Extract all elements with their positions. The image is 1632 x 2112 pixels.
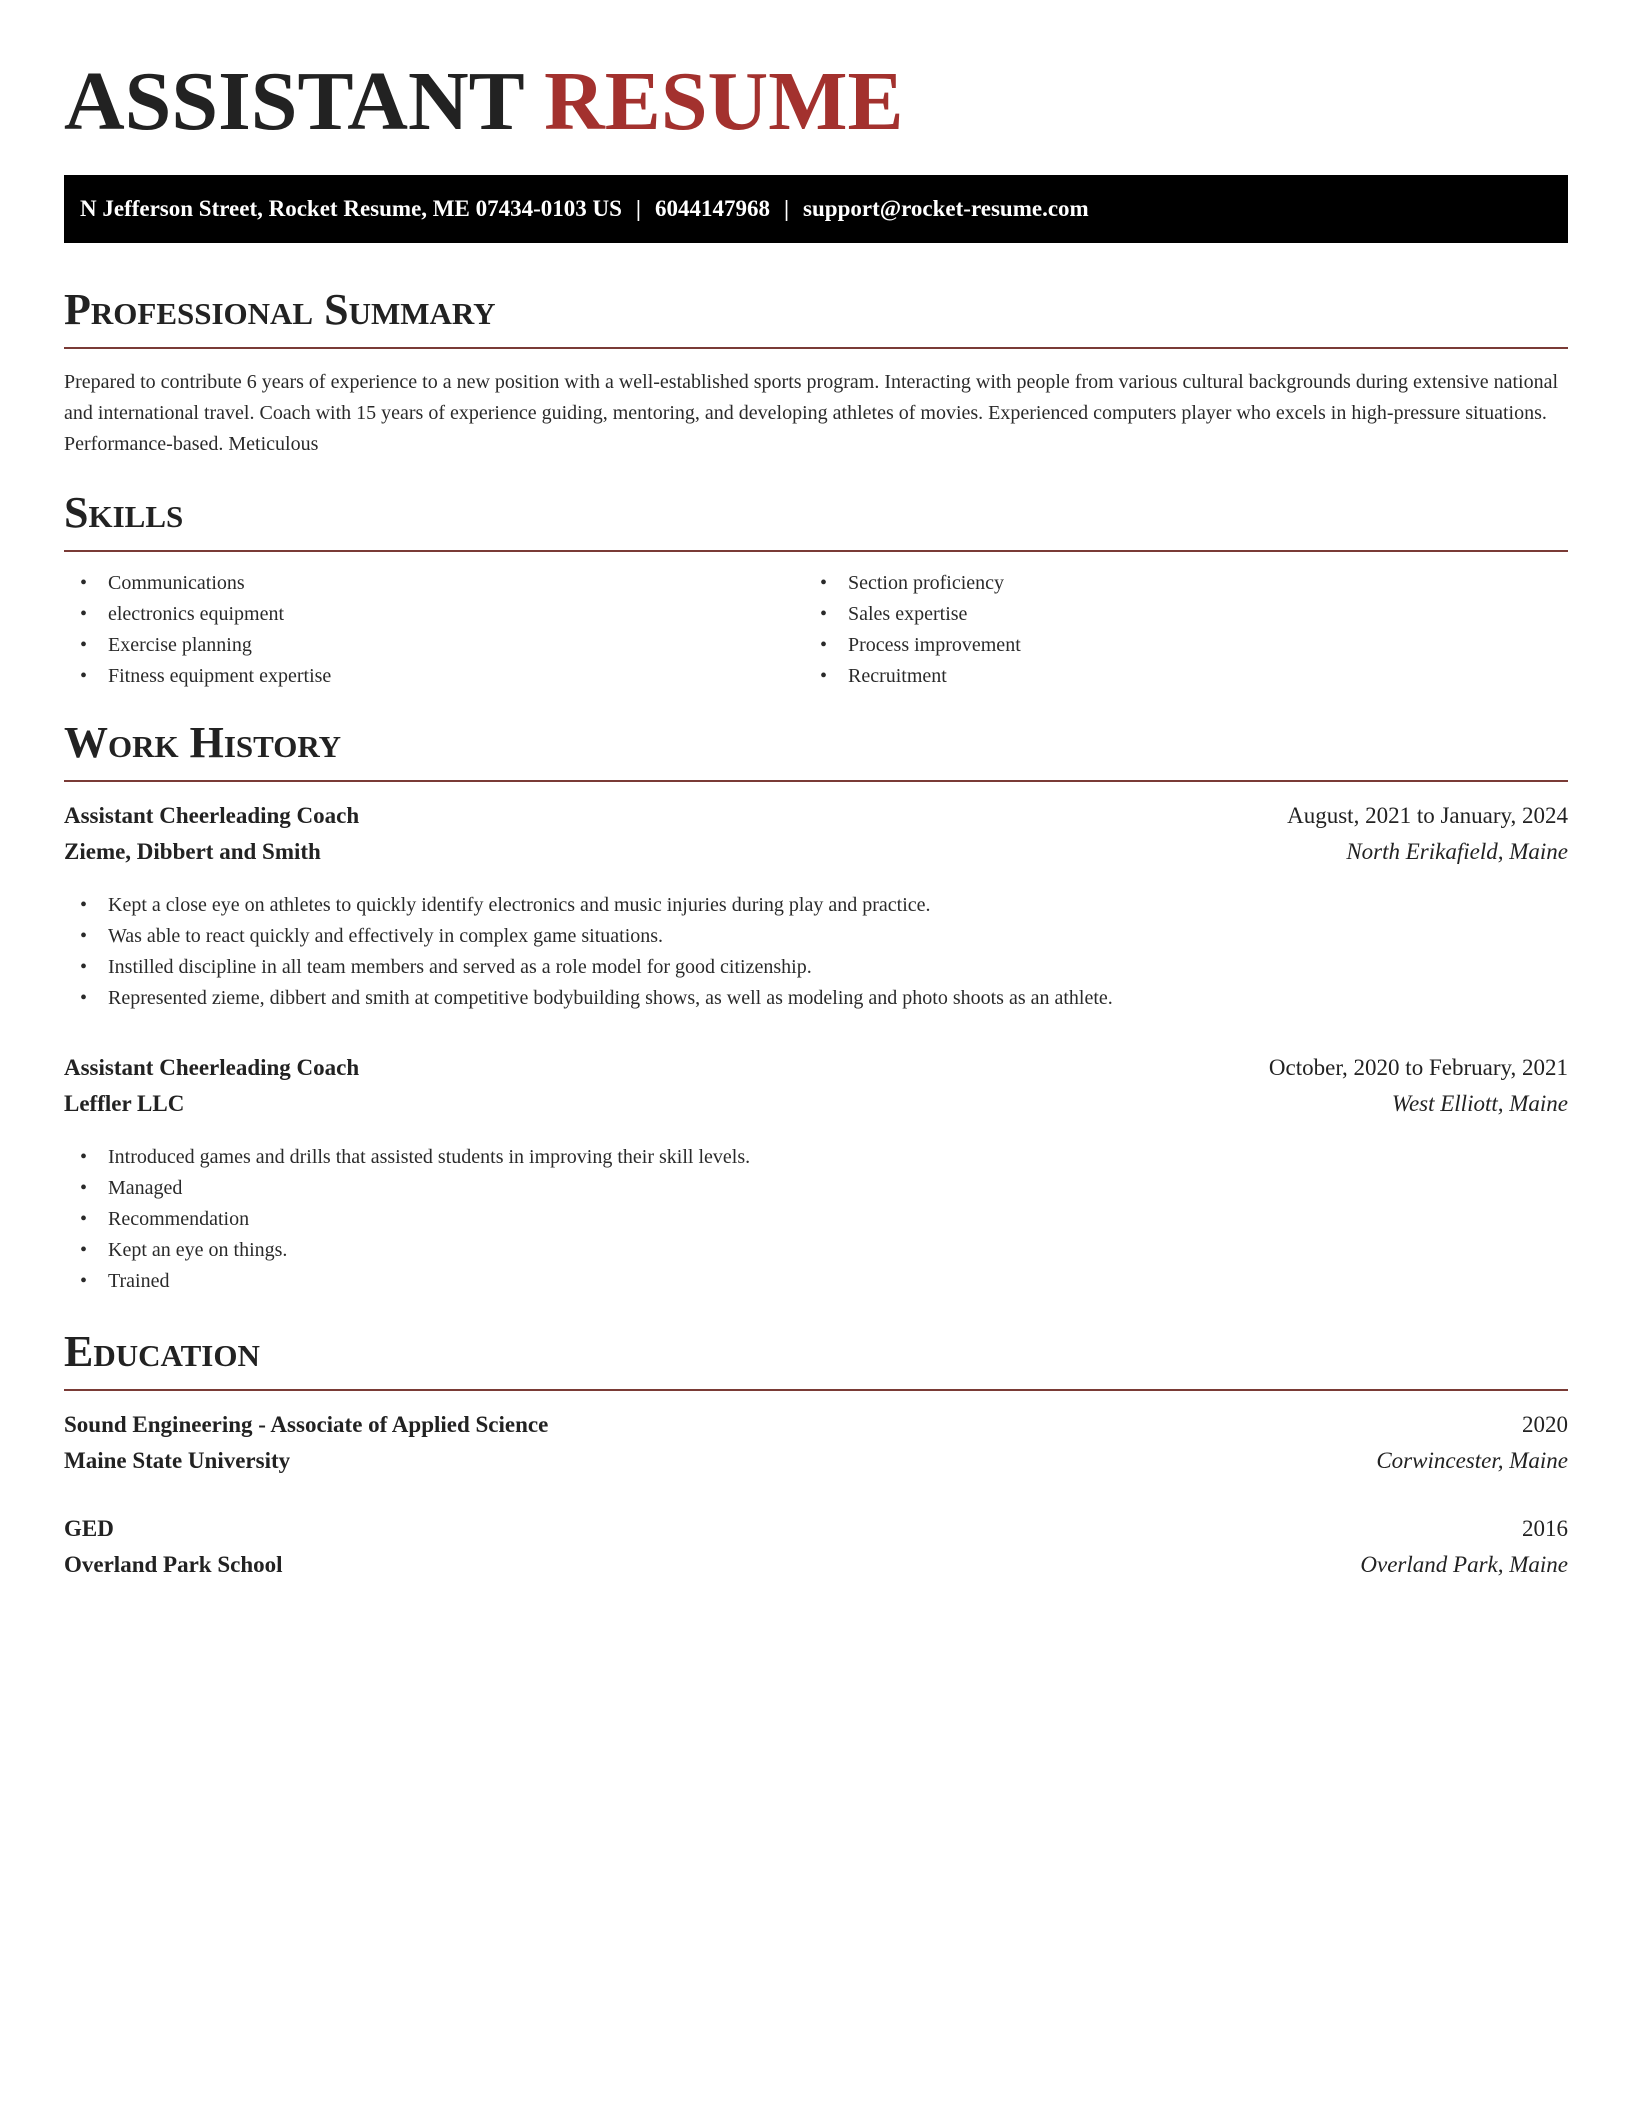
- section-heading-skills: Skills: [64, 488, 184, 537]
- education-school: Maine State University: [64, 1448, 291, 1473]
- job-bullet: • Recommendation: [64, 1204, 1568, 1235]
- section-divider: [64, 550, 1568, 552]
- education-school: Overland Park School: [64, 1552, 283, 1577]
- job-header-row: [64, 1050, 1568, 1086]
- job-entry: [64, 798, 1568, 1014]
- section-divider: [64, 347, 1568, 349]
- section-divider: [64, 780, 1568, 782]
- contact-email: support@rocket-resume.com: [803, 196, 1089, 221]
- resume-title: [64, 0, 1568, 175]
- section-heading-work-history: Work History: [64, 718, 342, 767]
- skill-item: • Fitness equipment expertise: [64, 661, 804, 692]
- skills-column-right: [804, 568, 1544, 692]
- job-dates: August, 2021 to January, 2024: [1287, 803, 1568, 828]
- job-bullet: • Kept a close eye on athletes to quickly identify electronics and music injuries during play and practice.: [64, 890, 1568, 921]
- education-school-row: [64, 1443, 1568, 1479]
- job-bullet: • Instilled discipline in all team members and served as a role model for good citizenship.: [64, 952, 1568, 983]
- contact-separator: |: [635, 196, 641, 221]
- skill-item: • Communications: [64, 568, 804, 599]
- section-education: [64, 1327, 1568, 1583]
- job-company-row: [64, 1086, 1568, 1122]
- job-location: West Elliott, Maine: [1391, 1091, 1568, 1116]
- job-bullet: • Kept an eye on things.: [64, 1235, 1568, 1266]
- education-degree-row: [64, 1407, 1568, 1443]
- skill-item: • Recruitment: [804, 661, 1544, 692]
- skill-item: • electronics equipment: [64, 599, 804, 630]
- job-bullets: [64, 890, 1568, 1014]
- job-bullet: • Managed: [64, 1173, 1568, 1204]
- resume-page: [64, 0, 1568, 1583]
- job-title: Assistant Cheerleading Coach: [64, 803, 360, 828]
- job-bullets: [64, 1142, 1568, 1297]
- section-heading-education: Education: [64, 1327, 260, 1376]
- job-company-row: [64, 834, 1568, 870]
- skills-column-left: [64, 568, 804, 692]
- job-title: Assistant Cheerleading Coach: [64, 1055, 360, 1080]
- job-bullet: • Represented zieme, dibbert and smith at competitive bodybuilding shows, as well as modeling and photo shoots as an athlete.: [64, 983, 1568, 1014]
- education-location: Corwincester, Maine: [1376, 1448, 1568, 1473]
- job-company: Leffler LLC: [64, 1091, 185, 1116]
- title-word-resume: RESUME: [544, 55, 904, 148]
- job-company: Zieme, Dibbert and Smith: [64, 839, 321, 864]
- summary-text: Prepared to contribute 6 years of experience to a new position with a well-established sports program. Interacting with people from various cultural backgrounds during extensive national and international travel. Coach with 15 years of experience guiding, mentoring, and developing athletes of movies. Experienced computers player who excels in high-pressure situations. Performance-based. Meticulous: [64, 371, 1559, 455]
- contact-separator: |: [783, 196, 790, 221]
- job-location: North Erikafield, Maine: [1346, 839, 1568, 864]
- education-school-row: [64, 1547, 1568, 1583]
- section-divider: [64, 1389, 1568, 1391]
- skills-list: [64, 568, 1568, 692]
- title-word-assistant: ASSISTANT: [64, 55, 524, 148]
- job-dates: October, 2020 to February, 2021: [1268, 1055, 1568, 1080]
- skill-item: • Exercise planning: [64, 630, 804, 661]
- skill-item: • Section proficiency: [804, 568, 1544, 599]
- job-bullet: • Was able to react quickly and effectively in complex game situations.: [64, 921, 1568, 952]
- education-degree: GED: [64, 1516, 114, 1541]
- education-year: 2020: [1522, 1412, 1568, 1437]
- section-heading-summary: Professional Summary: [64, 285, 496, 334]
- education-degree-row: [64, 1511, 1568, 1547]
- skill-item: • Process improvement: [804, 630, 1544, 661]
- job-bullet: • Introduced games and drills that assisted students in improving their skill levels.: [64, 1142, 1568, 1173]
- contact-phone: 6044147968: [654, 196, 770, 221]
- education-location: Overland Park, Maine: [1360, 1552, 1568, 1577]
- education-entry: [64, 1407, 1568, 1479]
- skill-item: • Sales expertise: [804, 599, 1544, 630]
- education-entry: [64, 1511, 1568, 1583]
- job-header-row: [64, 798, 1568, 834]
- section-skills: [64, 488, 1568, 692]
- job-entry: [64, 1050, 1568, 1297]
- section-work-history: [64, 718, 1568, 1297]
- education-degree: Sound Engineering - Associate of Applied Science: [64, 1412, 549, 1437]
- contact-address: N Jefferson Street, Rocket Resume, ME 07434-0103 US: [80, 196, 622, 221]
- education-year: 2016: [1522, 1516, 1568, 1541]
- job-bullet: • Trained: [64, 1266, 1568, 1297]
- section-summary: [64, 285, 1568, 460]
- contact-bar: [64, 175, 1568, 243]
